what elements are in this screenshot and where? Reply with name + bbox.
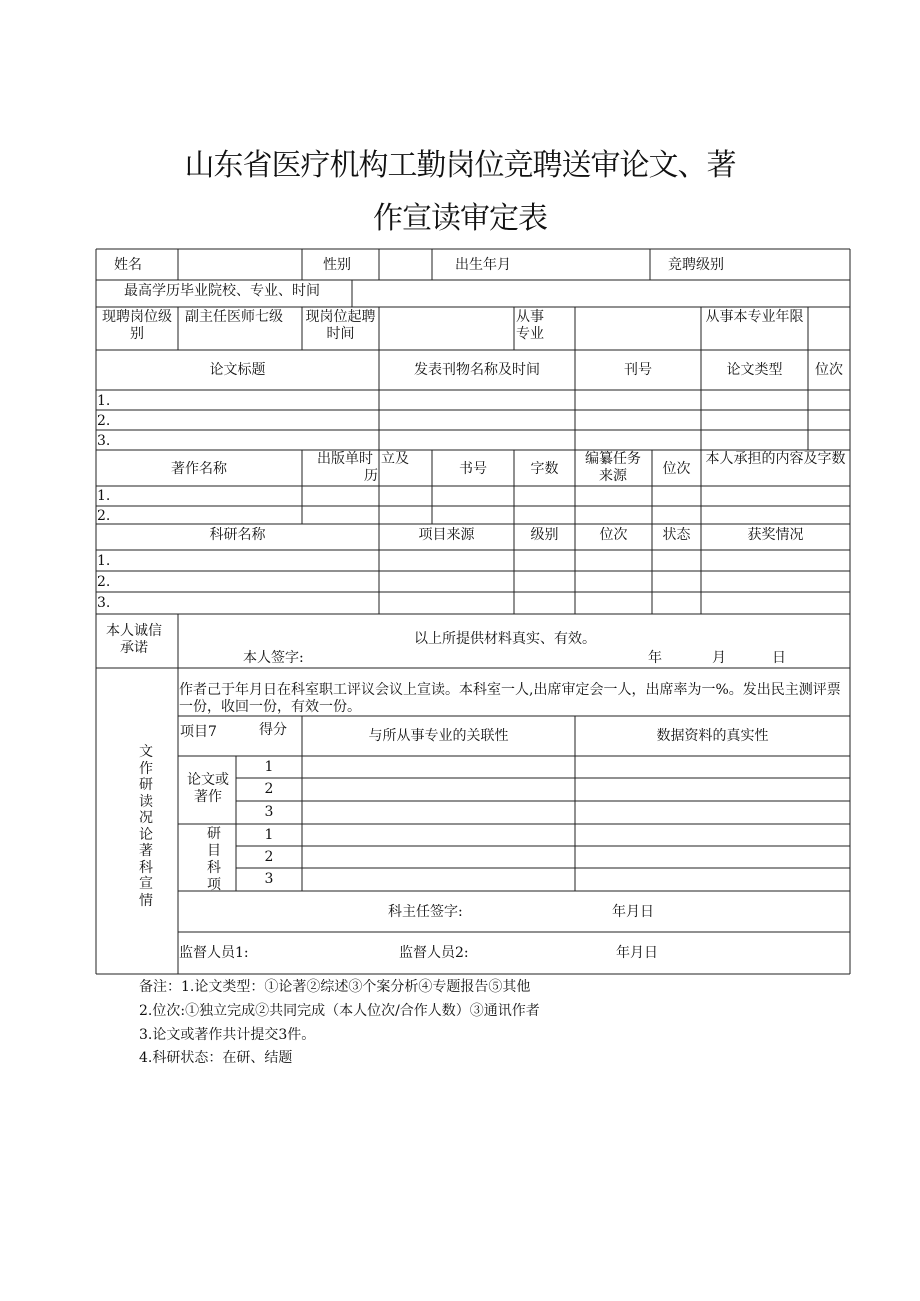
paper-row-number: 3. bbox=[97, 433, 111, 449]
review-row-number: 2 bbox=[264, 849, 274, 865]
award-header: 获奖情况 bbox=[747, 527, 804, 543]
paper-title-header: 论文标题 bbox=[209, 362, 266, 378]
education-label: 最高学历毕业院校、专业、时间 bbox=[124, 283, 320, 299]
publisher-header-part: 出版单时 bbox=[317, 451, 373, 467]
book-row-number: 2. bbox=[97, 508, 111, 524]
review-row-number: 3 bbox=[264, 804, 274, 820]
note-line: 3.论文或著作共计提交3件。 bbox=[139, 1027, 316, 1043]
research-row-number: 3. bbox=[97, 595, 111, 611]
specialty-label: 从事专业 bbox=[516, 309, 544, 342]
review-row-number: 1 bbox=[264, 827, 274, 843]
director-sign-label: 科主任签字: bbox=[388, 904, 463, 920]
note-line: 4.科研状态：在研、结题 bbox=[139, 1050, 293, 1066]
review-intro-text: 作者己于年月日在科室职工评议会议上宣读。本科室一人,出席审定会一人，出席率为一%。发出民主测评票一份，收回一份，有效一份。 bbox=[179, 682, 841, 715]
note-line: 2.位次:①独立完成②共同完成（本人位次/合作人数）③通讯作者 bbox=[139, 1003, 540, 1019]
supervisor-date: 年月日 bbox=[616, 945, 658, 961]
book-row-number: 1. bbox=[97, 488, 111, 504]
research-rank-header: 位次 bbox=[599, 527, 628, 543]
journal-header: 发表刊物名称及时间 bbox=[414, 362, 540, 378]
research-status-header: 状态 bbox=[662, 527, 691, 543]
form-title-line-2: 作宣读审定表 bbox=[373, 201, 547, 236]
research-group-label: 研目科项 bbox=[207, 826, 221, 893]
pledge-year: 年 bbox=[648, 650, 662, 666]
review-row-number: 1 bbox=[264, 759, 274, 775]
research-row-number: 1. bbox=[97, 553, 111, 569]
current-post-value: 副主任医师七级 bbox=[185, 309, 283, 325]
birth-label: 出生年月 bbox=[455, 257, 511, 273]
gender-label: 性别 bbox=[323, 257, 351, 273]
form-title-line-1: 山东省医疗机构工勤岗位竞聘送审论文、著 bbox=[184, 148, 736, 183]
research-name-header: 科研名称 bbox=[209, 527, 266, 543]
contribution-header: 本人承担的内容及字数 bbox=[705, 451, 846, 467]
review-section-label: 文作研读况论著科宣情 bbox=[139, 744, 153, 909]
word-count-header: 字数 bbox=[530, 461, 559, 477]
current-post-label: 现聘岗位级别 bbox=[102, 309, 172, 342]
paper-row-number: 2. bbox=[97, 413, 111, 429]
research-row-number: 2. bbox=[97, 574, 111, 590]
level-label: 竞聘级别 bbox=[668, 257, 724, 273]
publisher-header-part: 历 bbox=[364, 468, 378, 484]
review-row-number: 2 bbox=[264, 781, 274, 797]
pledge-text: 以上所提供材料真实、有效。 bbox=[414, 631, 596, 647]
issue-number-header: 刊号 bbox=[624, 362, 652, 378]
pledge-sign-label: 本人签字: bbox=[243, 650, 304, 666]
name-label: 姓名 bbox=[114, 257, 142, 273]
paper-rank-header: 位次 bbox=[815, 362, 843, 378]
supervisor-2-label: 监督人员2: bbox=[399, 945, 469, 961]
paper-row-number: 1. bbox=[97, 393, 111, 409]
project-source-header: 项目来源 bbox=[418, 527, 475, 543]
note-line: 备注：1.论文类型：①论著②综述③个案分析④专题报告⑤其他 bbox=[139, 979, 531, 995]
score-label: 得分 bbox=[259, 722, 287, 738]
book-name-header: 著作名称 bbox=[171, 461, 227, 477]
supervisor-1-label: 监督人员1: bbox=[179, 945, 249, 961]
post-start-label: 现岗位起聘时间 bbox=[305, 309, 376, 342]
pledge-label: 本人诚信承诺 bbox=[106, 623, 162, 656]
book-rank-header: 位次 bbox=[662, 461, 691, 477]
publisher-header-part: 立及 bbox=[381, 451, 409, 467]
director-date: 年月日 bbox=[612, 904, 654, 920]
paper-type-header: 论文类型 bbox=[726, 362, 783, 378]
research-level-header: 级别 bbox=[530, 527, 559, 543]
isbn-header: 书号 bbox=[459, 461, 487, 477]
pledge-month: 月 bbox=[712, 650, 726, 666]
years-label: 从事本专业年限 bbox=[705, 309, 804, 325]
item-label: 项目7 bbox=[180, 724, 217, 740]
authenticity-header: 数据资料的真实性 bbox=[656, 728, 769, 744]
relevance-header: 与所从事专业的关联性 bbox=[368, 728, 509, 744]
paper-or-book-group-label: 论文或著作 bbox=[187, 772, 229, 805]
task-source-header: 编纂任务来源 bbox=[585, 451, 641, 484]
review-row-number: 3 bbox=[264, 871, 274, 887]
pledge-day: 日 bbox=[772, 650, 786, 666]
